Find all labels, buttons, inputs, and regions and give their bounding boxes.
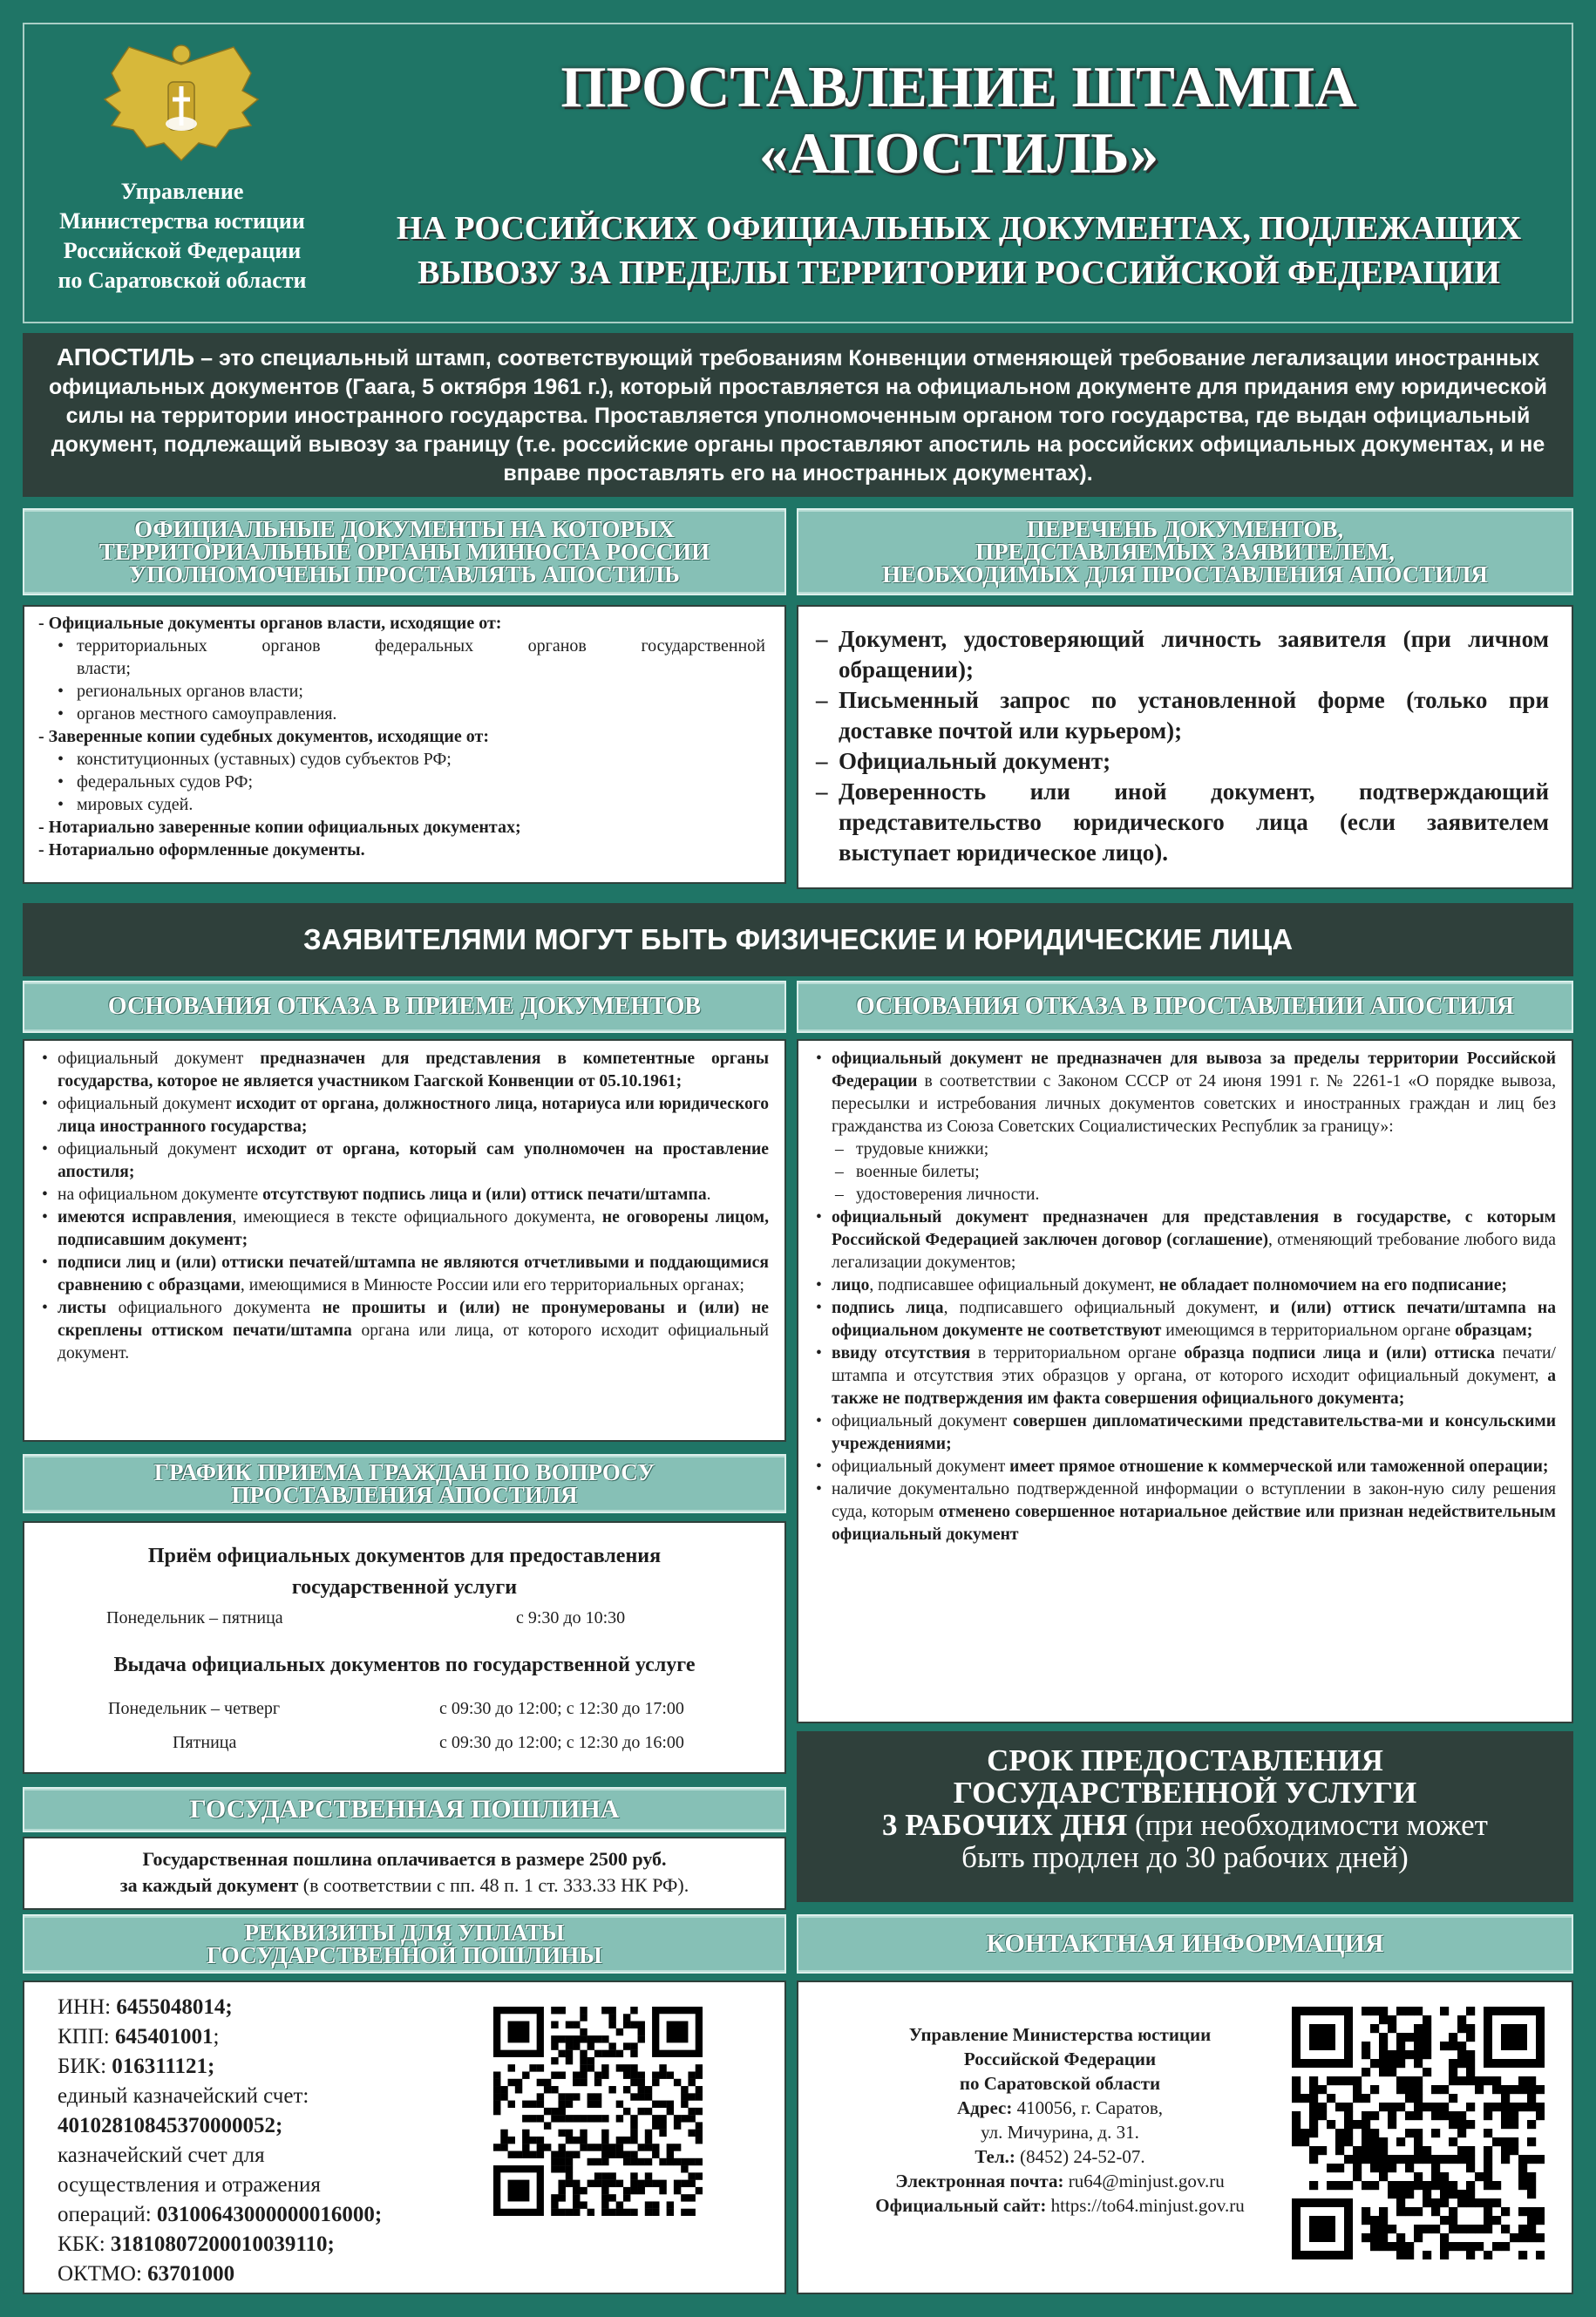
fee-panel: Государственная пошлина оплачивается в размере 2500 руб. за каждый документ (в соответствии с пп. 48 п. 1 ст. 333.33 НК РФ).	[23, 1837, 786, 1910]
list-item: • официальный документ совершен дипломатическими представительства-ми и консульскими учреждениями;	[816, 1412, 1557, 1453]
intro-text: АПОСТИЛЬ – это специальный штамп, соответствующий требованиям Конвенции отменяющей требование легализации иностранных официальных документов (Гаага, 5 октября 1961 г.), который проставляется на официальном документе для придания ему юридической силы на территории иностранного государства. Проставляется уполномоченным органом того государства, где выдан официальный документ, подлежащий вывозу за границу (т.е. российские органы проставляют апостиль на российских официальных документах, и не вправе проставлять его на иностранных документах).	[23, 333, 1573, 497]
website-link[interactable]: https://to64.minjust.gov.ru	[1046, 2195, 1245, 2216]
list-item: • листы официального документа не прошиты и (или) не пронумерованы и (или) не скреплены оттиском печати/штампа органа или лица, от которого исходит официальный документ.	[42, 1299, 769, 1362]
list-item: • подписи лиц и (или) оттиски печатей/штампа не являются отчетливыми и поддающимися сравнению с образцами, имеющимися в Минюсте России или его территориальных органах;	[42, 1254, 769, 1294]
page-title: ПРОСТАВЛЕНИЕ ШТАМПА «АПОСТИЛЬ»	[560, 55, 1357, 186]
schedule-panel: Приём официальных документов для предоставления государственной услуги Понедельник – пятница с 9:30 до 10:30 Выдача официальных документов по государственной услуге Понедельник – четверг с 09:30 до 12:00; с 12:30 до 17:00 Пятница с 09:30 до 12:00; с 12:30 до 16:00	[23, 1521, 786, 1774]
docs-list: - Официальные документы органов власти, исходящие от: • территориальных органов федеральных органов государственной власти; • региональных органов власти; • органов местного самоуправления. - Заверенные копии судебных документов, исходящие от: • конституционных (уставных) судов субъектов РФ; • федеральных судов РФ; • мировых судей. - Нотариально заверенные копии официальных документах; - Нотариально оформленные документы.	[23, 605, 786, 884]
list-item: • лицо, подписавшее официальный документ, не обладает полномочием на его подписание;	[816, 1276, 1507, 1294]
org-name: Управление Министерства юстиции Российской Федерации по Саратовской области	[58, 179, 307, 293]
list-item: – военные билеты;	[835, 1163, 980, 1181]
list-item: • наличие документально подтвержденной информации о вступлении в закон-ную силу решения суда, которым отменено совершенное нотариальное действие или признан недействительным официальный документ	[816, 1480, 1557, 1544]
email-link[interactable]: ru64@minjust.gov.ru	[1063, 2171, 1225, 2191]
requisites-panel: ИНН: 6455048014; КПП: 645401001; БИК: 016311121; единый казначейский счет: 40102810845370000052; казначейский счет для осуществления и отражения операций: 03100643000000016000; КБК: 31810807200010039110; ОКТМО: 63701000	[23, 1981, 786, 2294]
list-item: • официальный документ предназначен для представления в государстве, с которым Российской Федерацией заключен договор (соглашение), отменяющий требование любого вида легализации документов;	[816, 1208, 1556, 1272]
list-item: – Официальный документ;	[816, 748, 1111, 774]
fee-heading: ГОСУДАРСТВЕННАЯ ПОШЛИНА	[23, 1787, 786, 1832]
list-item: • подпись лица, подписавшего официальный документ, и (или) оттиск печати/штампа на официальном документе не соответствуют имеющимся в территориальном органе образцам;	[816, 1299, 1556, 1340]
emblem-icon	[94, 38, 268, 169]
refuse-accept-heading: ОСНОВАНИЯ ОТКАЗА В ПРИЕМЕ ДОКУМЕНТОВ	[23, 981, 786, 1033]
list-item: – Письменный запрос по установленной форме (только при доставке почтой или курьером);	[816, 687, 1549, 744]
contacts-heading: КОНТАКТНАЯ ИНФОРМАЦИЯ	[797, 1914, 1573, 1974]
schedule-heading: ГРАФИК ПРИЕМА ГРАЖДАН ПО ВОПРОСУ ПРОСТАВЛЕНИЯ АПОСТИЛЯ	[23, 1454, 786, 1513]
qr-code-icon[interactable]	[493, 2007, 703, 2216]
list-item: – удостоверения личности.	[835, 1186, 1040, 1204]
required-heading: ПЕРЕЧЕНЬ ДОКУМЕНТОВ, ПРЕДСТАВЛЯЕМЫХ ЗАЯВИТЕЛЕМ, НЕОБХОДИМЫХ ДЛЯ ПРОСТАВЛЕНИЯ АПОСТИЛЯ	[797, 508, 1573, 595]
required-list	[797, 605, 1573, 889]
list-item: • официальный документ не предназначен для вывоза за пределы территории Российской Федерации в соответствии с Законом СССР от 24 июня 1991 г. № 2261-1 «О порядке вывоза, пересылки и истребования личных документов советских и иностранных граждан и лиц без гражданства из Союза Советских Социалистических Республик за границу»:	[816, 1050, 1556, 1136]
requisites-heading: РЕКВИЗИТЫ ДЛЯ УПЛАТЫ ГОСУДАРСТВЕННОЙ ПОШЛИНЫ	[23, 1914, 786, 1974]
list-item: • официальный документ имеет прямое отношение к коммерческой или таможенной операции;	[816, 1457, 1549, 1476]
service-term: СРОК ПРЕДОСТАВЛЕНИЯ ГОСУДАРСТВЕННОЙ УСЛУГИ 3 РАБОЧИХ ДНЯ (при необходимости может быть продлен до 30 рабочих дней)	[797, 1731, 1573, 1902]
list-item: – трудовые книжки;	[835, 1140, 989, 1158]
refuse-accept-list	[23, 1039, 786, 1442]
list-item: • официальный документ исходит от органа, который сам уполномочен на проставление апостиля;	[42, 1140, 770, 1181]
qr-code-icon[interactable]	[1292, 2007, 1545, 2259]
list-item: • имеются исправления, имеющиеся в тексте официального документа, не оговорены лицом, подписавшим документ;	[42, 1208, 769, 1249]
list-item: • ввиду отсутствия в территориальном органе образца подписи лица и (или) оттиска печати/штампа и отсутствия этих образцов у органа, от которого исходит официальный документ, а также не подтверждения им факта совершения официального документа;	[816, 1344, 1556, 1408]
list-item: – Документ, удостоверяющий личность заявителя (при личном обращении);	[816, 626, 1549, 683]
refuse-apostille-heading: ОСНОВАНИЯ ОТКАЗА В ПРОСТАВЛЕНИИ АПОСТИЛЯ	[797, 981, 1573, 1033]
applicants-band: ЗАЯВИТЕЛЯМИ МОГУТ БЫТЬ ФИЗИЧЕСКИЕ И ЮРИДИЧЕСКИЕ ЛИЦА	[23, 903, 1573, 976]
list-item: • на официальном документе отсутствуют подпись лица и (или) оттиск печати/штампа.	[42, 1186, 711, 1204]
list-item: – Доверенность или иной документ, подтверждающий представительство юридического лица (если заявителем выступает юридическое лицо).	[816, 778, 1549, 866]
refuse-apostille-list	[797, 1039, 1573, 1723]
docs-heading: ОФИЦИАЛЬНЫЕ ДОКУМЕНТЫ НА КОТОРЫХ ТЕРРИТОРИАЛЬНЫЕ ОРГАНЫ МИНЮСТА РОССИИ УПОЛНОМОЧЕНЫ ПРОСТАВЛЯТЬ АПОСТИЛЬ	[23, 508, 786, 595]
list-item: • официальный документ предназначен для представления в компетентные органы государства, которое не является участником Гаагской Конвенции от 05.10.1961;	[42, 1050, 770, 1091]
page-subtitle: НА РОССИЙСКИХ ОФИЦИАЛЬНЫХ ДОКУМЕНТАХ, ПОДЛЕЖАЩИХ ВЫВОЗУ ЗА ПРЕДЕЛЫ ТЕРРИТОРИИ РОССИЙСКОЙ ФЕДЕРАЦИИ	[396, 210, 1522, 291]
contacts-panel: Управление Министерства юстиции Российской Федерации по Саратовской области Адрес: 410056, г. Саратов, ул. Мичурина, д. 31. Тел.: (8452) 24-52-07. Электронная почта: ru64@minjust.gov.ru Официальный сайт: https://to64.minjust.gov.ru	[797, 1981, 1573, 2294]
list-item: • официальный документ исходит от органа, должностного лица, нотариуса или юридического лица иностранного государства;	[42, 1095, 769, 1136]
